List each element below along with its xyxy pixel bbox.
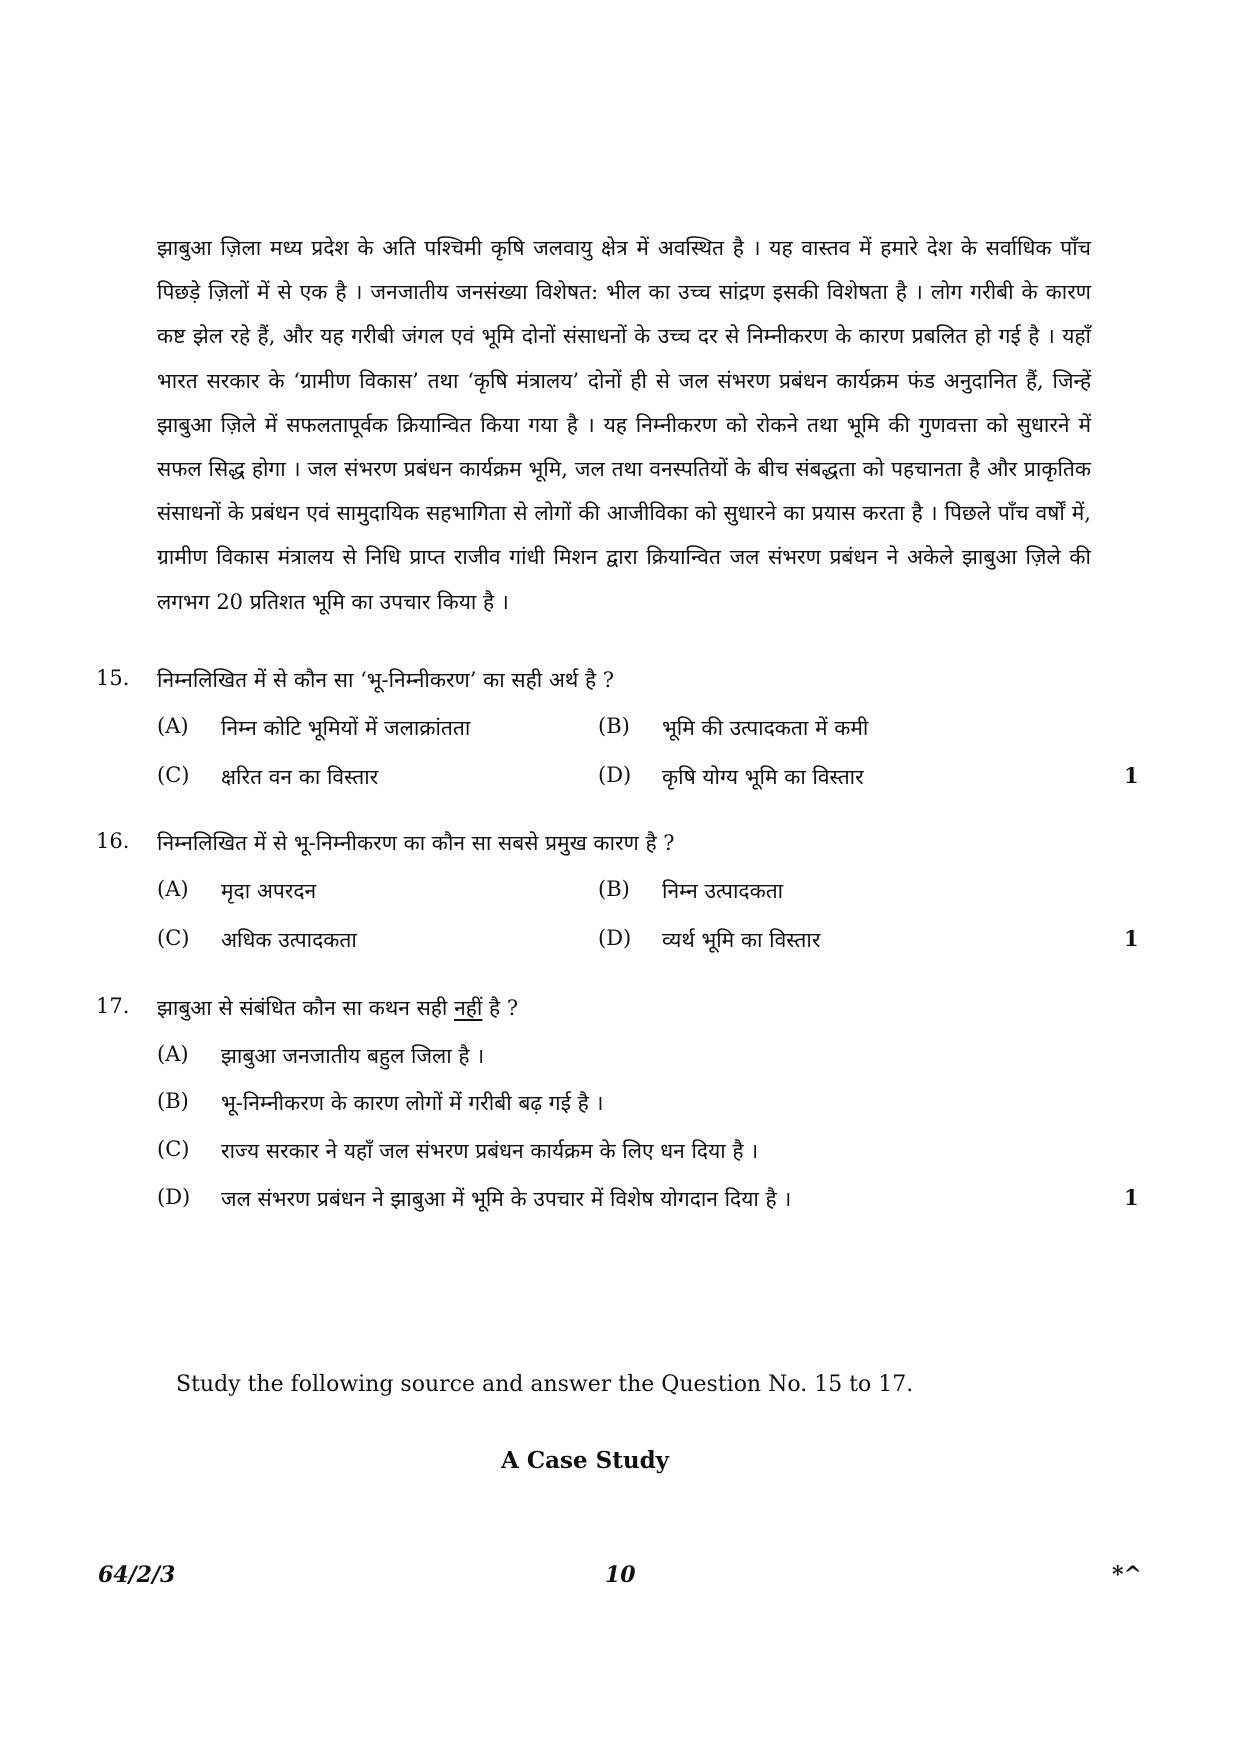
question-number: 15. xyxy=(96,666,130,690)
question-number: 17. xyxy=(96,994,130,1018)
source-instruction: Study the following source and answer the Question No. 15 to 17. xyxy=(176,1372,914,1397)
case-study-heading: A Case Study xyxy=(500,1447,670,1474)
question-text: झाबुआ से संबंधित कौन सा कथन सही नहीं है ? xyxy=(157,996,519,1020)
marks: 1 xyxy=(1124,1185,1139,1210)
question-text: निम्नलिखित में से कौन सा ‘भू-निम्नीकरण’ का सही अर्थ है ? xyxy=(157,668,615,692)
case-study-passage xyxy=(157,226,1091,624)
passage-text: झाबुआ ज़िला मध्य प्रदेश के अति पश्चिमी कृषि जलवायु क्षेत्र में अवस्थित है । यह वास्तव में हमारे देश के सर्वाधिक पाँच पिछड़े ज़िलों में से एक है । जनजातीय जनसंख्या विशेषत: भील का उच्च सांद्रण इसकी विशेषता है । लोग गरीबी के कारण कष्ट झेल रहे हैं, और यह गरीबी जंगल एवं भूमि दोनों संसाधनों के उच्च दर से निम्नीकरण के कारण प्रबलित हो गई है । यहाँ भारत सरकार के ‘ग्रामीण विकास’ तथा ‘कृषि मंत्रालय’ दोनों ही से जल संभरण प्रबंधन कार्यक्रम फंड अनुदानित हैं, जिन्हें झाबुआ ज़िले में सफलतापूर्वक क्रियान्वित किया गया है । यह निम्नीकरण को रोकने तथा भूमि की गुणवत्ता को सुधारने में सफल सिद्ध होगा । जल संभरण प्रबंधन कार्यक्रम भूमि, जल तथा वनस्पतियों के बीच संबद्धता को पहचानता है और प्राकृतिक संसाधनों के प्रबंधन एवं सामुदायिक सहभागिता से लोगों की आजीविका को सुधारने का प्रयास करता है । पिछले पाँच वर्षों में, ग्रामीण विकास मंत्रालय से निधि प्राप्त राजीव गांधी मिशन द्वारा क्रियान्वित जल संभरण प्रबंधन ने अकेले झाबुआ ज़िले की लगभग 20 प्रतिशत भूमि का उपचार किया है । xyxy=(157,236,1091,614)
marks: 1 xyxy=(1124,926,1139,951)
emphasis-not: नहीं xyxy=(454,996,483,1020)
question-number: 16. xyxy=(96,829,130,853)
paper-code: 64/2/3 xyxy=(98,1562,176,1588)
page-number: 10 xyxy=(605,1562,636,1588)
set-mark: *^ xyxy=(1112,1562,1142,1588)
question-text: निम्नलिखित में से भू-निम्नीकरण का कौन सा सबसे प्रमुख कारण है ? xyxy=(157,831,675,855)
marks: 1 xyxy=(1124,763,1139,788)
